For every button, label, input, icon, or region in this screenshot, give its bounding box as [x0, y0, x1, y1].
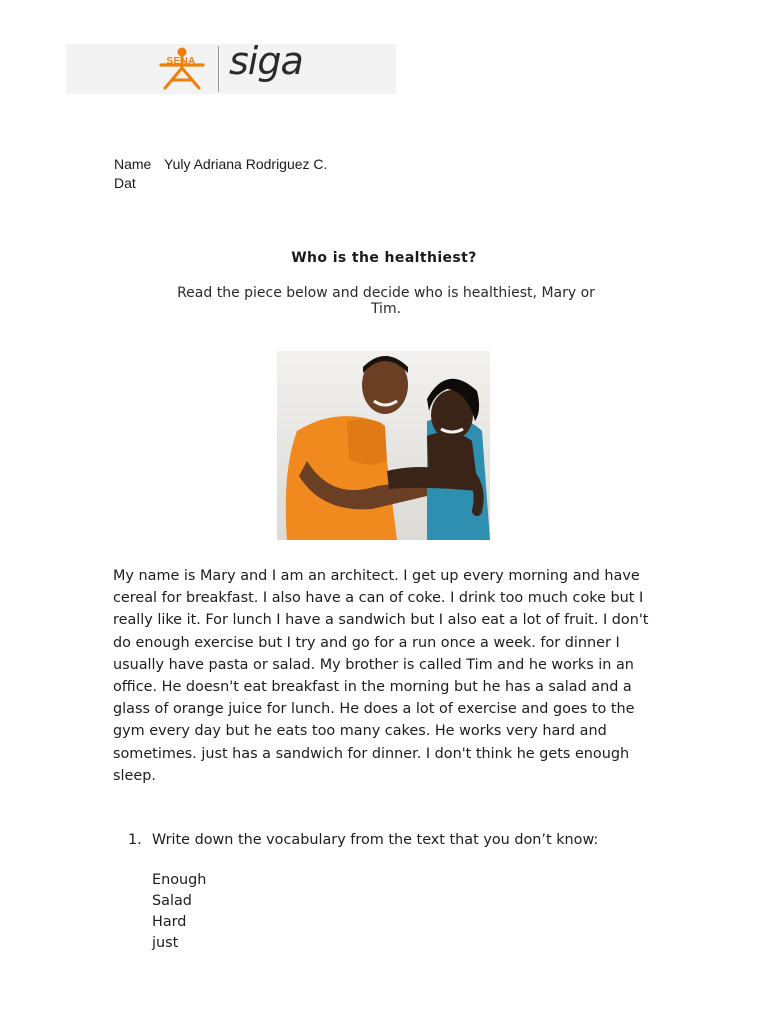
name-row	[114, 155, 327, 173]
sena-logo-text: SENA	[166, 56, 196, 67]
couple-photo	[277, 351, 490, 540]
vocabulary-item: Salad	[152, 893, 192, 909]
question-number: 1.	[128, 832, 142, 848]
name-label: Name	[114, 156, 152, 172]
question-text: Write down the vocabulary from the text that you don’t know:	[152, 832, 599, 848]
couple-photo-illustration	[277, 351, 490, 540]
vocabulary-item: Hard	[152, 914, 187, 930]
siga-logo-text: siga	[229, 39, 303, 83]
name-value: Yuly Adriana Rodriguez C.	[164, 156, 328, 172]
date-label: Dat	[114, 175, 136, 191]
sena-logo	[157, 46, 207, 92]
date-row	[114, 174, 136, 192]
vocabulary-item: just	[152, 935, 179, 951]
vocabulary-list	[152, 870, 206, 954]
worksheet-title: Who is the healthiest?	[291, 250, 477, 266]
question-1	[128, 830, 668, 850]
logo-divider	[218, 46, 219, 92]
worksheet-instruction: Read the piece below and decide who is healthiest, Mary or Tim.	[177, 285, 595, 317]
vocabulary-item: Enough	[152, 872, 207, 888]
story-text: My name is Mary and I am an architect. I get up every morning and have cereal for breakfast. I also have a can of coke. I drink too much coke but I really like it. For lunch I have a sandwich but I also eat a lot of fruit. I don't do enough exercise but I try and go for a run once a week. for dinner I usually have pasta or salad. My brother is called Tim and he works in an office. He doesn't eat breakfast in the morning but he has a salad and a glass of orange juice for lunch. He does a lot of exercise and goes to the gym every day but he eats too many cakes. He works very hard and sometimes. just has a sandwich for dinner. I don't think he gets enough sleep.	[113, 568, 649, 784]
